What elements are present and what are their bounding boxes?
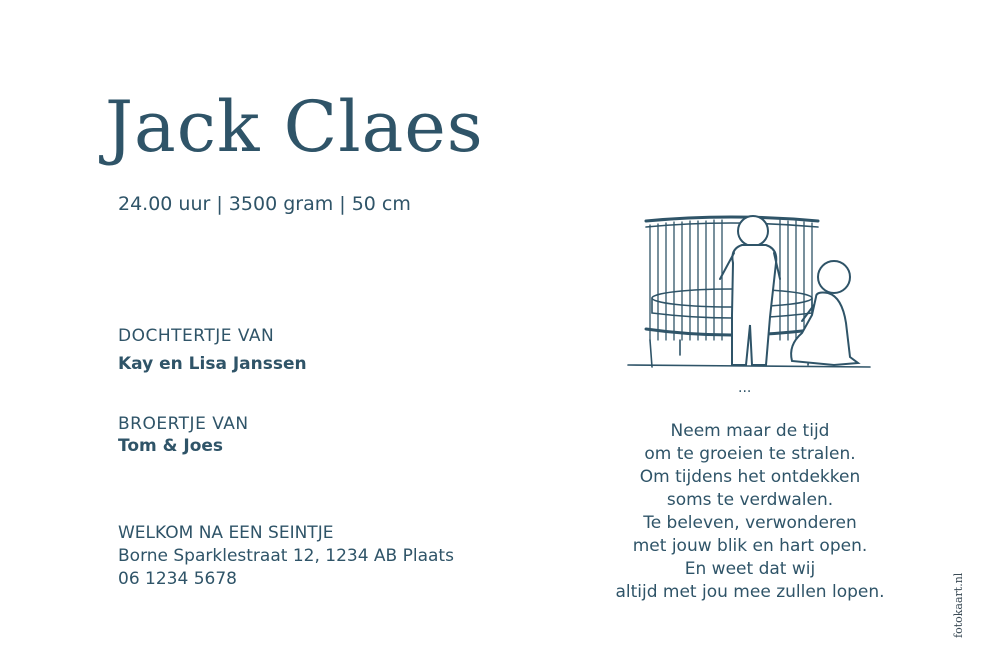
baby-name: Jack Claes: [105, 86, 484, 168]
brother-label: BROERTJE VAN: [118, 414, 249, 434]
parents-names: Kay en Lisa Janssen: [118, 354, 307, 374]
poem-line: met jouw blik en hart open.: [632, 536, 868, 556]
poem-line: Neem maar de tijd: [670, 421, 830, 441]
poem-line: Om tijdens het ontdekken: [639, 467, 861, 487]
poem: [585, 420, 915, 604]
poem-line: Te beleven, verwonderen: [643, 513, 857, 533]
daughter-label: DOCHTERTJE VAN: [118, 326, 275, 346]
siblings-names: Tom & Joes: [118, 436, 224, 456]
welcome-label: WELKOM NA EEN SEINTJE: [118, 523, 334, 543]
address: Borne Sparklestraat 12, 1234 AB Plaats: [118, 546, 454, 566]
poem-line: altijd met jou mee zullen lopen.: [615, 582, 885, 602]
contact-block: [118, 522, 454, 591]
parents-block: [118, 326, 307, 374]
phone: 06 1234 5678: [118, 569, 237, 589]
poem-line: om te groeien te stralen.: [644, 444, 856, 464]
crib-children-illustration: [620, 205, 880, 395]
poem-line: En weet dat wij: [684, 559, 816, 579]
brand-logo: fotokaart.nl: [952, 572, 965, 638]
birth-stats: 24.00 uur | 3500 gram | 50 cm: [118, 193, 411, 215]
ellipsis: ...: [738, 380, 752, 396]
poem-line: soms te verdwalen.: [666, 490, 834, 510]
siblings-block: [118, 414, 249, 456]
